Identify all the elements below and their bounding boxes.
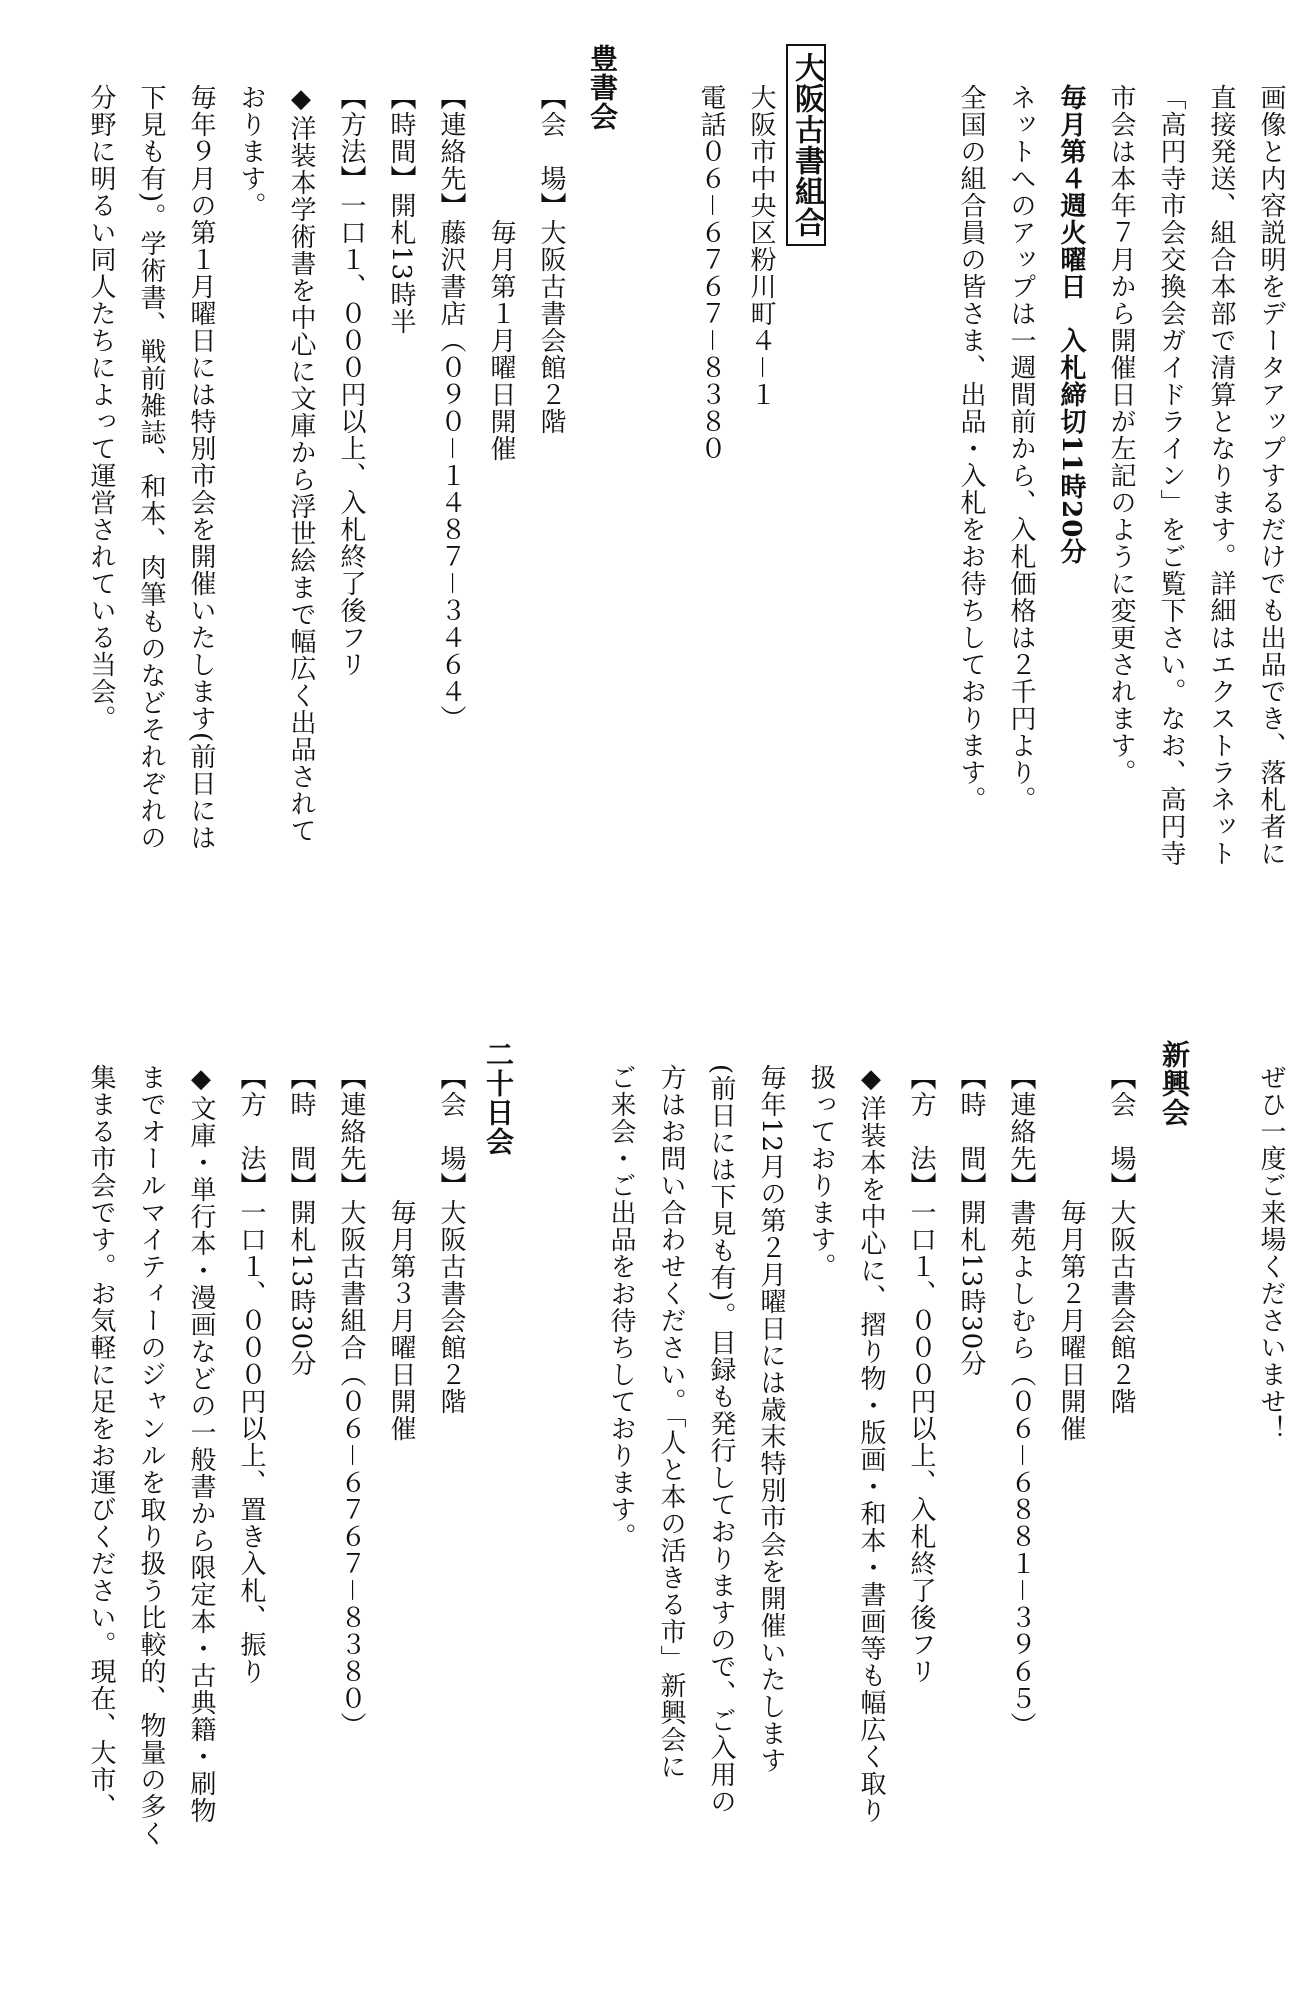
shinkokai-line-2: 毎月第２月曜日開催	[1056, 1064, 1086, 1442]
osaka-association-title: 大阪古書組合	[786, 44, 826, 246]
intro-line-2: 直接発送、組合本部で清算となります。詳細はエクストラネット	[1206, 84, 1236, 867]
houshokai-line-5: 【方法】一口１、０００円以上、入札終了後フリ	[336, 84, 366, 678]
intro-line-7: 全国の組合員の皆さま、出品・入札をお待ちしております。	[956, 84, 986, 813]
hatsukakai-line-7: までオールマイティーのジャンルを取り扱う比較的、物量の多く	[136, 1064, 166, 1847]
intro-line-6: ネットへのアップは一週間前から、入札価格は２千円より。	[1006, 84, 1036, 813]
osaka-address: 大阪市中央区粉川町４－１	[746, 84, 776, 409]
hatsukakai-line-1: 【会 場】大阪古書会館２階	[436, 1064, 466, 1415]
houshokai-line-10: 分野に明るい同人たちによって運営されている当会。	[86, 84, 116, 732]
shinkokai-line-4: 【時 間】開札13時30分	[956, 1064, 986, 1378]
shinkokai-line-1: 【会 場】大阪古書会館２階	[1106, 1064, 1136, 1415]
houshokai-line-7: おります。	[236, 84, 266, 219]
shinkokai-line-3: 【連絡先】書苑よしむら（０６－６８８１－３９６５）	[1006, 1064, 1036, 1739]
hatsukakai-line-2: 毎月第３月曜日開催	[386, 1064, 416, 1442]
shinkokai-line-8: 毎年12月の第２月曜日には歳末特別市会を開催いたします	[756, 1064, 786, 1775]
shinkokai-line-6: ◆洋装本を中心に、摺り物・版画・和本・書画等も幅広く取り	[856, 1064, 886, 1824]
houshokai-line-6: ◆洋装本学術書を中心に文庫から浮世絵まで幅広く出品されて	[286, 84, 316, 844]
hatsukakai-title: 二十日会	[482, 1040, 515, 1156]
houshokai-line-2: 毎月第１月曜日開催	[486, 84, 516, 462]
osaka-phone: 電話０６－６７６７－８３８０	[696, 84, 726, 463]
hatsukakai-line-5: 【方 法】一口１、０００円以上、置き入札、振り	[236, 1064, 266, 1685]
hatsukakai-line-8: 集まる市会です。お気軽に足をお運びください。現在、大市、	[86, 1064, 116, 1820]
shinkokai-line-11: ご来会・ご出品をお待ちしております。	[606, 1064, 636, 1550]
closing-line: ぜひ一度ご来場くださいませ！	[1256, 1064, 1286, 1442]
hatsukakai-line-6: ◆文庫・単行本・漫画などの一般書から限定本・古典籍・刷物	[186, 1064, 216, 1824]
houshokai-title: 豊書会	[586, 44, 619, 131]
shinkokai-line-7: 扱っております。	[806, 1064, 836, 1280]
shinkokai-title: 新興会	[1158, 1040, 1191, 1127]
houshokai-line-9: 下見も有)。学術書、戦前雑誌、和本、肉筆ものなどそれぞれの	[136, 84, 166, 852]
hatsukakai-line-3: 【連絡先】大阪古書組合（０６－６７６７－８３８０）	[336, 1064, 366, 1739]
houshokai-line-3: 【連絡先】藤沢書店（０９０－１４８７－３４６４）	[436, 84, 466, 733]
houshokai-line-1: 【会 場】大阪古書会館２階	[536, 84, 566, 435]
intro-line-1: 画像と内容説明をデータアップするだけでも出品でき、落札者に	[1256, 84, 1286, 867]
shinkokai-line-10: 方はお問い合わせください。「人と本の活きる市」新興会に	[656, 1064, 686, 1780]
intro-line-3: 「高円寺市会交換会ガイドライン」をご覧下さい。なお、高円寺	[1156, 84, 1186, 867]
shinkokai-line-5: 【方 法】一口１、０００円以上、入札終了後フリ	[906, 1064, 936, 1685]
houshokai-line-8: 毎年９月の第１月曜日には特別市会を開催いたします(前日には	[186, 84, 216, 852]
shinkokai-line-9: (前日には下見も有)。目録も発行しておりますので、ご入用の	[706, 1064, 736, 1816]
houshokai-line-4: 【時間】開札13時半	[386, 84, 416, 336]
intro-line-5-schedule: 毎月第４週火曜日 入札締切11時20分	[1056, 84, 1086, 566]
intro-line-4: 市会は本年７月から開催日が左記のように変更されます。	[1106, 84, 1136, 786]
hatsukakai-line-4: 【時 間】開札13時30分	[286, 1064, 316, 1378]
